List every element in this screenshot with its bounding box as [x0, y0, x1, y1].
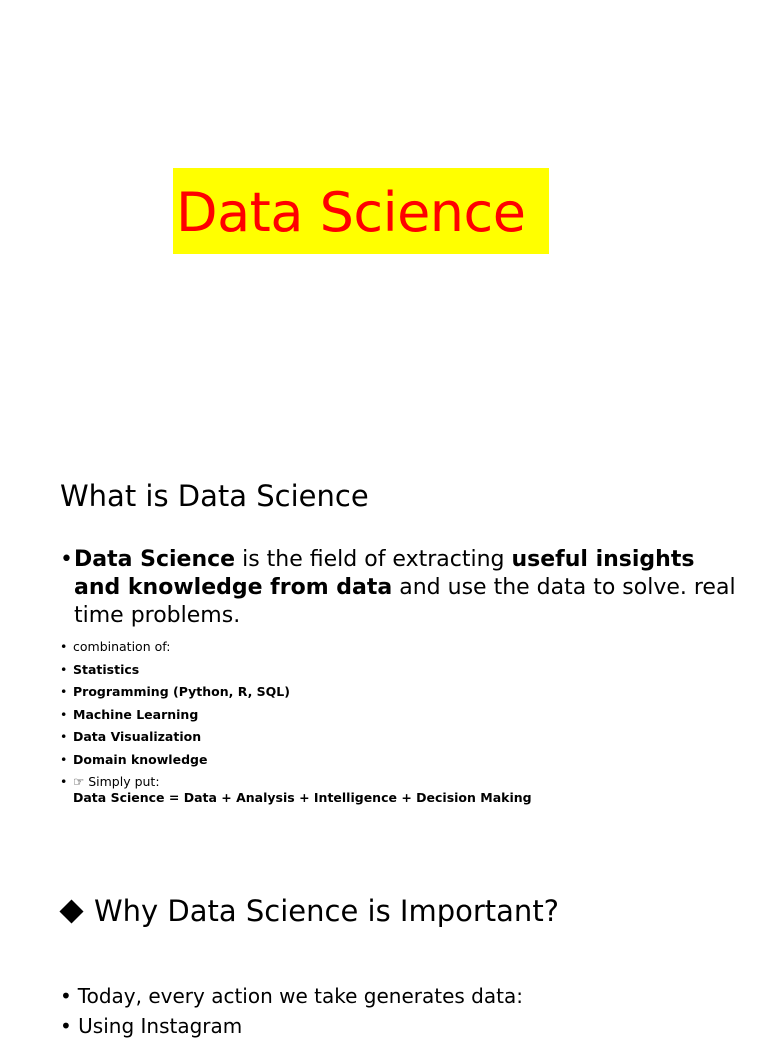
list-item: [60, 683, 740, 706]
list-item: [60, 661, 740, 684]
importance-heading-text: Why Data Science is Important?: [94, 894, 560, 928]
components-list: [60, 638, 740, 774]
component-label: Statistics: [73, 661, 140, 677]
list-item: [60, 706, 740, 729]
bullet-icon: •: [60, 547, 73, 572]
importance-first-point: [60, 982, 523, 1010]
definition-bullet: [60, 546, 740, 630]
bullet-icon: •: [60, 1014, 79, 1038]
section-heading: What is Data Science: [60, 479, 369, 513]
definition-text: [74, 546, 740, 630]
component-label: Domain knowledge: [73, 751, 208, 767]
definition-middle: is the field of extracting: [235, 547, 512, 572]
simply-put-label: Simply put:: [88, 774, 160, 789]
definition-ending: and use the data to solve. real time problems.: [74, 575, 736, 628]
definition-term: Data Science: [74, 547, 236, 572]
list-intro: combination of:: [73, 639, 171, 654]
bullet-icon: •: [60, 729, 68, 745]
diamond-bullet-icon: [59, 899, 83, 923]
pointing-hand-icon: ☞: [73, 774, 85, 789]
bullet-icon: •: [60, 706, 68, 722]
importance-heading: [60, 890, 559, 932]
component-label: Programming (Python, R, SQL): [73, 684, 290, 700]
bullet-icon: •: [60, 639, 68, 654]
formula-text: Data Science = Data + Analysis + Intelligence + Decision Making: [73, 790, 532, 805]
bullet-icon: •: [60, 751, 68, 767]
definition-emphasis: useful insights and knowledge from data: [74, 547, 695, 600]
list-item: [60, 751, 740, 774]
component-label: Data Visualization: [73, 729, 202, 745]
list-item: [60, 728, 740, 751]
simply-put-bullet: [60, 774, 740, 806]
bullet-icon: •: [60, 684, 68, 700]
list-item: [60, 638, 740, 661]
cut-off-bullet: [60, 1012, 242, 1040]
bullet-icon: •: [60, 984, 72, 1008]
bullet-icon: •: [60, 774, 68, 789]
bullet-icon: •: [60, 661, 68, 677]
simply-put-body: [73, 774, 740, 806]
component-label: Machine Learning: [73, 706, 199, 722]
page-title: Data Science: [176, 181, 526, 244]
first-point-text: Today, every action we take generates data:: [77, 984, 523, 1008]
cut-off-text: Using Instagram: [78, 1014, 243, 1038]
